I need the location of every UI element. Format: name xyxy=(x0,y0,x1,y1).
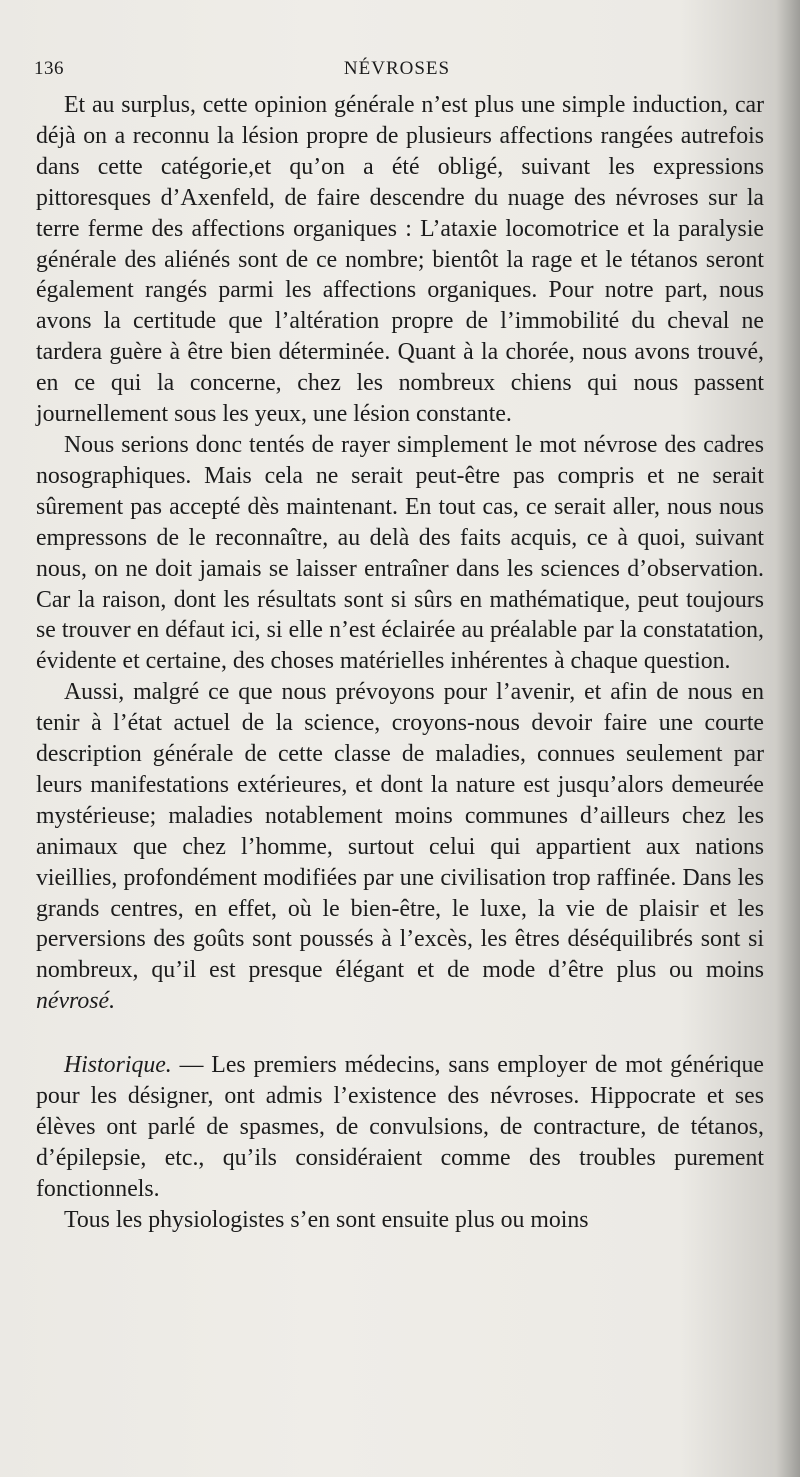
running-header xyxy=(34,58,760,90)
section-spacer xyxy=(36,1017,764,1050)
paragraph-2: Nous serions donc tentés de rayer simplement le mot névrose des cadres nosographiques. Mais cela ne serait peut-être pas compris et ne serait sûrement pas accepté dès maintenant. En tout cas, ce serait aller, nous nous empressons de le reconnaître, au delà des faits acquis, ce à quoi, suivant nous, on ne doit jamais se laisser entraîner dans les sciences d’observation. Car la raison, dont les résultats sont si sûrs en mathématique, peut toujours se trouver en défaut ici, si elle n’est éclairée au préalable par la constatation, évidente et certaine, des choses matérielles inhérentes à chaque question. xyxy=(36,431,764,675)
chapter-title: NÉVROSES xyxy=(343,58,451,79)
paragraph-3 xyxy=(36,677,764,1017)
paragraph-1: Et au surplus, cette opinion générale n’est plus une simple induction, car déjà on a reconnu la lésion propre de plusieurs affections rangées autrefois dans cette catégorie,et qu’on a été obligé, suivant les expressions pittoresques d’Axenfeld, de faire descendre du nuage des névroses sur la terre ferme des affections organiques : L’ataxie locomotrice et la paralysie générale des aliénés sont de ce nombre; bientôt la rage et le tétanos seront également rangés parmi les affections organiques. Pour notre part, nous avons la certitude que l’altération propre de l’immobilité du cheval ne tardera guère à être bien déterminée. Quant à la chorée, nous avons trouvé, en ce qui la concerne, chez les nombreux chiens qui nous passent journellement sous les yeux, une lésion constante. xyxy=(36,92,764,428)
body-text xyxy=(36,90,764,1236)
paragraph-5: Tous les physiologistes s’en sont ensuite plus ou moins xyxy=(64,1206,589,1233)
section-title-historique: Historique. xyxy=(64,1052,172,1079)
page-number: 136 xyxy=(34,58,64,79)
paragraph-4 xyxy=(36,1050,764,1205)
paragraph-3-text: Aussi, malgré ce que nous prévoyons pour l’avenir, et afin de nous en tenir à l’état actuel de la science, croyons-nous devoir faire une courte description générale de cette classe de maladies, connues seulement par leurs manifestations extérieures, et dont la nature est jusqu’alors demeurée mystérieuse; maladies notablement moins communes d’ailleurs chez les animaux que chez l’homme, surtout celui qui appartient aux nations vieillies, profondément modifiées par une civilisation trop raffinée. Dans les grands centres, en effet, où le bien-être, le luxe, la vie de plaisir et les perversions des goûts sont poussés à l’excès, les êtres déséquilibrés sont si nombreux, qu’il est presque élégant et de mode d’être plus ou moins xyxy=(36,679,764,984)
paragraph-4-text: — Les premiers médecins, sans employer de mot générique pour les désigner, ont admis l’existence des névroses. Hippocrate et ses élèves ont parlé de spasmes, de convulsions, de contracture, de tétanos, d’épilepsie, etc., qu’ils considéraient comme des troubles purement fonctionnels. xyxy=(36,1052,764,1202)
paragraph-3-italic-word: névrosé. xyxy=(36,988,116,1015)
